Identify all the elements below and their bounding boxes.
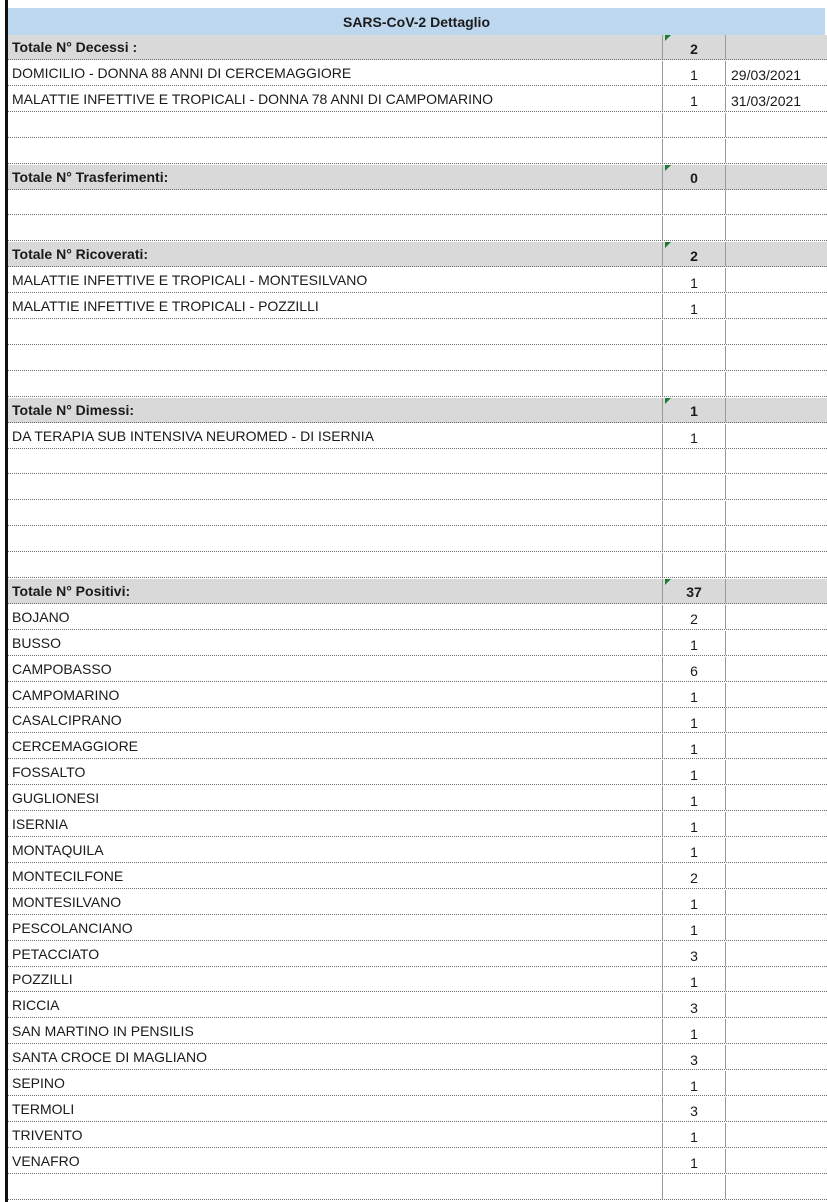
row-label: BUSSO bbox=[12, 634, 62, 651]
table-row bbox=[8, 1123, 827, 1148]
row-label bbox=[8, 1175, 662, 1199]
cell-note-indicator-icon bbox=[665, 35, 671, 41]
row-count bbox=[662, 372, 725, 396]
row-count: 1 bbox=[662, 294, 725, 318]
row-date bbox=[725, 631, 827, 655]
row-count: 1 bbox=[662, 1071, 725, 1095]
empty-row bbox=[8, 372, 827, 397]
row-date bbox=[725, 1019, 827, 1043]
row-label bbox=[8, 527, 662, 551]
row-count: 1 bbox=[662, 1123, 725, 1147]
empty-row bbox=[8, 113, 827, 138]
row-label: TRIVENTO bbox=[12, 1126, 83, 1143]
empty-row bbox=[8, 320, 827, 345]
table-row bbox=[8, 993, 827, 1018]
row-label: CAMPOMARINO bbox=[12, 686, 120, 703]
table-row bbox=[8, 890, 827, 915]
row-count bbox=[662, 553, 725, 577]
row-label: DOMICILIO - DONNA 88 ANNI DI CERCEMAGGIORE bbox=[12, 64, 352, 81]
row-count bbox=[662, 216, 725, 240]
section-header-row bbox=[8, 398, 827, 423]
row-date bbox=[725, 424, 827, 448]
row-label: MALATTIE INFETTIVE E TROPICALI - MONTESILVANO bbox=[12, 272, 368, 289]
table-row bbox=[8, 631, 827, 656]
empty-row bbox=[8, 190, 827, 215]
row-label: DA TERAPIA SUB INTENSIVA NEUROMED - DI ISERNIA bbox=[12, 427, 375, 444]
row-count: 1 bbox=[662, 916, 725, 940]
empty-row bbox=[8, 449, 827, 474]
row-date bbox=[725, 398, 827, 422]
section-title: Totale N° Positivi: bbox=[12, 582, 131, 599]
row-date bbox=[725, 786, 827, 810]
row-label: POZZILLI bbox=[12, 971, 73, 988]
row-label bbox=[8, 139, 662, 163]
table-row bbox=[8, 812, 827, 837]
row-date bbox=[725, 734, 827, 758]
row-date bbox=[725, 864, 827, 888]
row-date bbox=[725, 967, 827, 991]
row-date bbox=[725, 1097, 827, 1121]
table-row bbox=[8, 760, 827, 785]
row-label: BOJANO bbox=[12, 608, 70, 625]
row-count: 1 bbox=[662, 734, 725, 758]
row-count: 1 bbox=[662, 683, 725, 707]
row-date bbox=[725, 139, 827, 163]
row-count: 1 bbox=[662, 1149, 725, 1173]
row-label: MONTAQUILA bbox=[12, 841, 104, 858]
table-row bbox=[8, 683, 827, 708]
row-date bbox=[725, 216, 827, 240]
empty-row bbox=[8, 475, 827, 500]
row-count bbox=[662, 113, 725, 137]
table-row bbox=[8, 1149, 827, 1174]
section-total: 0 bbox=[662, 165, 725, 189]
row-count: 2 bbox=[662, 864, 725, 888]
row-date bbox=[725, 657, 827, 681]
row-count bbox=[662, 1175, 725, 1199]
section-header-row bbox=[8, 165, 827, 190]
row-label: MALATTIE INFETTIVE E TROPICALI - POZZILLI bbox=[12, 298, 319, 314]
row-label: PESCOLANCIANO bbox=[12, 919, 133, 936]
row-count: 3 bbox=[662, 993, 725, 1017]
table-row bbox=[8, 838, 827, 863]
row-count: 1 bbox=[662, 786, 725, 810]
row-date bbox=[725, 165, 827, 189]
row-label: CASALCIPRANO bbox=[12, 712, 122, 729]
row-date bbox=[725, 527, 827, 551]
table-row bbox=[8, 657, 827, 682]
row-label: CAMPOBASSO bbox=[12, 660, 112, 677]
table-row bbox=[8, 605, 827, 630]
table-row bbox=[8, 294, 827, 319]
row-date bbox=[725, 760, 827, 784]
table-row bbox=[8, 942, 827, 967]
section-total: 2 bbox=[662, 35, 725, 59]
cell-note-indicator-icon bbox=[665, 398, 671, 404]
row-date bbox=[725, 320, 827, 344]
section-title: Totale N° Decessi : bbox=[12, 39, 138, 55]
row-label: SANTA CROCE DI MAGLIANO bbox=[12, 1049, 207, 1066]
row-date bbox=[725, 190, 827, 214]
row-label: CERCEMAGGIORE bbox=[12, 738, 139, 755]
empty-row bbox=[8, 139, 827, 164]
row-count bbox=[662, 501, 725, 525]
section-title: Totale N° Ricoverati: bbox=[12, 246, 149, 263]
empty-row bbox=[8, 527, 827, 552]
row-label: ISERNIA bbox=[12, 816, 69, 832]
table-row bbox=[8, 87, 827, 112]
section-total: 1 bbox=[662, 398, 725, 422]
section-total: 2 bbox=[662, 242, 725, 266]
section-title: Totale N° Dimessi: bbox=[12, 401, 135, 418]
row-date bbox=[725, 372, 827, 396]
row-date bbox=[725, 501, 827, 525]
row-date bbox=[725, 1071, 827, 1095]
row-label: MONTESILVANO bbox=[12, 893, 122, 910]
row-count: 1 bbox=[662, 838, 725, 862]
row-date bbox=[725, 113, 827, 137]
row-count bbox=[662, 475, 725, 499]
row-count bbox=[662, 527, 725, 551]
row-label bbox=[8, 553, 662, 577]
row-count: 1 bbox=[662, 1019, 725, 1043]
row-count: 1 bbox=[662, 967, 725, 991]
table-title: SARS-CoV-2 Dettaglio bbox=[8, 8, 825, 36]
row-count: 1 bbox=[662, 890, 725, 914]
row-count: 1 bbox=[662, 61, 725, 85]
row-date bbox=[725, 683, 827, 707]
row-date bbox=[725, 449, 827, 473]
table-row bbox=[8, 1097, 827, 1122]
empty-row bbox=[8, 553, 827, 578]
row-label bbox=[8, 346, 662, 370]
row-count bbox=[662, 346, 725, 370]
row-count: 1 bbox=[662, 708, 725, 732]
empty-row bbox=[8, 1175, 827, 1200]
row-label: SAN MARTINO IN PENSILIS bbox=[12, 1023, 194, 1040]
row-count: 1 bbox=[662, 268, 725, 292]
table-row bbox=[8, 424, 827, 449]
row-date bbox=[725, 579, 827, 603]
empty-row bbox=[8, 346, 827, 371]
table-row bbox=[8, 1019, 827, 1044]
row-label: FOSSALTO bbox=[12, 764, 86, 781]
row-count: 6 bbox=[662, 657, 725, 681]
row-count: 1 bbox=[662, 812, 725, 836]
row-label: RICCIA bbox=[12, 997, 60, 1014]
row-label: MONTECILFONE bbox=[12, 867, 124, 884]
table-row bbox=[8, 1045, 827, 1070]
row-label bbox=[8, 320, 662, 344]
row-count: 1 bbox=[662, 760, 725, 784]
row-count: 3 bbox=[662, 1097, 725, 1121]
row-date: 29/03/2021 bbox=[725, 61, 827, 85]
row-date bbox=[725, 708, 827, 732]
row-count bbox=[662, 139, 725, 163]
table-row bbox=[8, 786, 827, 811]
empty-row bbox=[8, 216, 827, 241]
row-date bbox=[725, 605, 827, 629]
row-date bbox=[725, 1149, 827, 1173]
row-count bbox=[662, 449, 725, 473]
table-row bbox=[8, 864, 827, 889]
table-row bbox=[8, 1071, 827, 1096]
row-date bbox=[725, 993, 827, 1017]
row-label: MALATTIE INFETTIVE E TROPICALI - DONNA 78 ANNI DI CAMPOMARINO bbox=[12, 90, 494, 107]
row-count bbox=[662, 320, 725, 344]
section-total: 37 bbox=[662, 579, 725, 603]
row-count: 1 bbox=[662, 87, 725, 111]
cell-note-indicator-icon bbox=[665, 242, 671, 248]
row-label: SEPINO bbox=[12, 1075, 65, 1091]
row-count: 3 bbox=[662, 1045, 725, 1069]
row-date bbox=[725, 916, 827, 940]
table-row bbox=[8, 268, 827, 293]
row-date bbox=[725, 346, 827, 370]
row-date bbox=[725, 812, 827, 836]
row-date bbox=[725, 942, 827, 966]
cell-note-indicator-icon bbox=[665, 165, 671, 171]
row-date bbox=[725, 1175, 827, 1199]
row-date bbox=[725, 475, 827, 499]
table-row bbox=[8, 967, 827, 992]
row-label bbox=[8, 475, 662, 499]
section-header-row bbox=[8, 579, 827, 604]
section-header-row bbox=[8, 35, 827, 60]
row-date bbox=[725, 242, 827, 266]
table-row bbox=[8, 61, 827, 86]
row-label: PETACCIATO bbox=[12, 945, 100, 962]
row-count: 2 bbox=[662, 605, 725, 629]
row-date bbox=[725, 890, 827, 914]
table-row bbox=[8, 708, 827, 733]
row-date bbox=[725, 35, 827, 59]
row-date bbox=[725, 838, 827, 862]
row-date bbox=[725, 268, 827, 292]
empty-row bbox=[8, 501, 827, 526]
row-date bbox=[725, 1045, 827, 1069]
row-date bbox=[725, 294, 827, 318]
row-label: TERMOLI bbox=[12, 1100, 75, 1117]
row-date: 31/03/2021 bbox=[725, 87, 827, 111]
row-label bbox=[8, 216, 662, 240]
section-header-row bbox=[8, 242, 827, 267]
row-label: VENAFRO bbox=[12, 1152, 80, 1169]
row-label bbox=[8, 449, 662, 473]
row-date bbox=[725, 553, 827, 577]
cell-note-indicator-icon bbox=[665, 579, 671, 585]
row-count bbox=[662, 190, 725, 214]
row-label bbox=[8, 190, 662, 214]
section-title: Totale N° Trasferimenti: bbox=[12, 168, 169, 185]
row-date bbox=[725, 1123, 827, 1147]
table-row bbox=[8, 916, 827, 941]
row-count: 1 bbox=[662, 631, 725, 655]
row-label bbox=[8, 372, 662, 396]
row-label: GUGLIONESI bbox=[12, 790, 100, 807]
row-count: 3 bbox=[662, 942, 725, 966]
table-row bbox=[8, 734, 827, 759]
row-label bbox=[8, 501, 662, 525]
row-label bbox=[8, 113, 662, 137]
row-count: 1 bbox=[662, 424, 725, 448]
